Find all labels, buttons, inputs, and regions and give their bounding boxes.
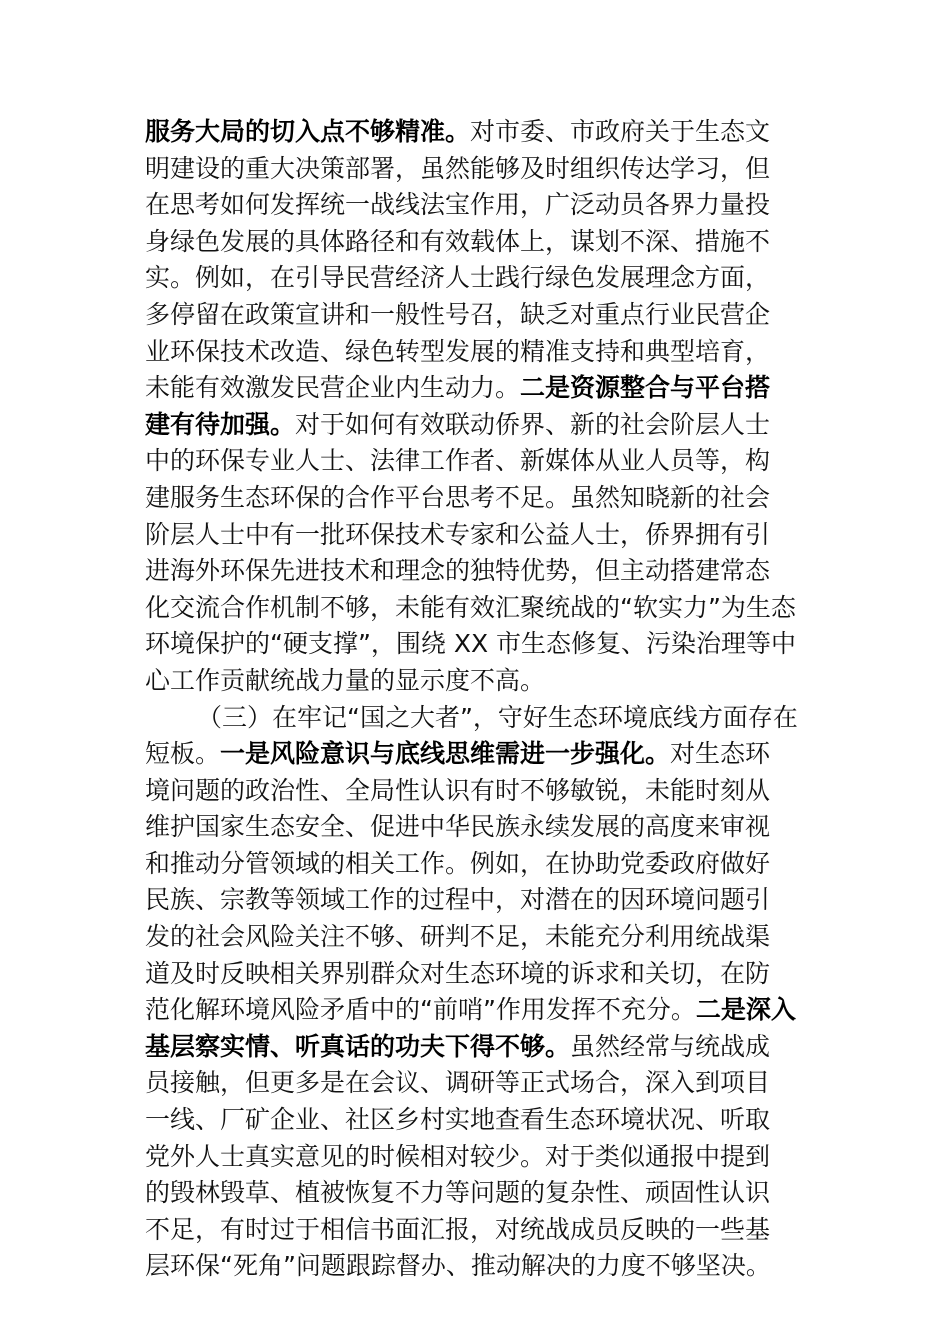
- text-line: [145, 443, 810, 480]
- text-run: （三）在牢记“国之大者”，守好生态环境底线方面存在: [197, 702, 798, 732]
- text-run: 化交流合作机制不够，未能有效汇聚统战的“软实力”为生态: [145, 592, 796, 622]
- text-line: [145, 992, 810, 1029]
- text-line: [145, 1212, 810, 1249]
- text-run: 对于如何有效联动侨界、新的社会阶层人士: [295, 409, 771, 439]
- document-body-text: [145, 114, 810, 1285]
- text-line: [145, 370, 810, 407]
- text-line: [145, 1029, 810, 1066]
- text-line: [145, 1139, 810, 1176]
- text-line: [145, 517, 810, 554]
- text-line: [145, 956, 810, 993]
- text-run: 范化解环境风险矛盾中的“前哨”作用发挥不充分。: [145, 995, 696, 1025]
- text-run: 明建设的重大决策部署，虽然能够及时组织传达学习，但: [145, 153, 771, 183]
- text-run: 员接触，但更多是在会议、调研等正式场合，深入到项目: [145, 1068, 771, 1098]
- text-run: 阶层人士中有一批环保技术专家和公益人士，侨界拥有引: [145, 519, 771, 549]
- text-run: 多停留在政策宣讲和一般性号召，缺乏对重点行业民营企: [145, 299, 771, 329]
- text-line: [145, 553, 810, 590]
- text-line: [145, 626, 810, 663]
- bold-text-run: 建有待加强。: [145, 409, 296, 439]
- text-line: [145, 114, 810, 151]
- text-run: 实。例如，在引导民营经济人士践行绿色发展理念方面，: [145, 263, 771, 293]
- text-run: 环境保护的“硬支撑”，围绕 XX 市生态修复、污染治理等中: [145, 629, 797, 659]
- text-run: 身绿色发展的具体路径和有效载体上，谋划不深、措施不: [145, 226, 771, 256]
- text-line: [145, 187, 810, 224]
- text-line: [145, 151, 810, 188]
- text-line: [145, 663, 810, 700]
- text-run: 境问题的政治性、全局性认识有时不够敏锐，未能时刻从: [145, 775, 771, 805]
- text-line: [145, 700, 810, 737]
- text-line: [145, 846, 810, 883]
- text-run: 在思考如何发挥统一战线法宝作用，广泛动员各界力量投: [145, 190, 771, 220]
- text-line: [145, 407, 810, 444]
- text-run: 的毁林毁草、植被恢复不力等问题的复杂性、顽固性认识: [145, 1178, 771, 1208]
- text-run: 未能有效激发民营企业内生动力。: [145, 373, 521, 403]
- text-run: 不足，有时过于相信书面汇报，对统战成员反映的一些基: [145, 1214, 771, 1244]
- text-line: [145, 882, 810, 919]
- text-line: [145, 1175, 810, 1212]
- bold-text-run: 二是资源整合与平台搭: [520, 373, 771, 403]
- text-run: 短板。: [145, 739, 221, 769]
- text-run: 一线、厂矿企业、社区乡村实地查看生态环境状况、听取: [145, 1105, 771, 1135]
- text-line: [145, 480, 810, 517]
- bold-text-run: 服务大局的切入点不够精准。: [145, 117, 471, 146]
- bold-text-run: 一是风险意识与底线思维需进一步强化。: [220, 739, 671, 769]
- text-run: 对生态环: [670, 739, 771, 769]
- text-run: 党外人士真实意见的时候相对较少。对于类似通报中提到: [145, 1141, 771, 1171]
- text-run: 发的社会风险关注不够、研判不足，未能充分利用统战渠: [145, 922, 771, 952]
- text-run: 民族、宗教等领域工作的过程中，对潜在的因环境问题引: [145, 885, 771, 915]
- text-run: 进海外环保先进技术和理念的独特优势，但主动搭建常态: [145, 556, 771, 586]
- text-run: 中的环保专业人士、法律工作者、新媒体从业人员等，构: [145, 446, 771, 476]
- text-line: [145, 736, 810, 773]
- bold-text-run: 二是深入: [695, 995, 796, 1025]
- text-run: 对市委、市政府关于生态文: [470, 117, 771, 146]
- text-run: 建服务生态环保的合作平台思考不足。虽然知晓新的社会: [145, 482, 771, 512]
- text-line: [145, 224, 810, 261]
- text-run: 心工作贡献统战力量的显示度不高。: [145, 665, 546, 695]
- text-line: [145, 334, 810, 371]
- text-run: 业环保技术改造、绿色转型发展的精准支持和典型培育，: [145, 336, 771, 366]
- text-run: 维护国家生态安全、促进中华民族永续发展的高度来审视: [145, 812, 771, 842]
- text-line: [145, 260, 810, 297]
- text-run: 层环保“死角”问题跟踪督办、推动解决的力度不够坚决。: [145, 1251, 771, 1281]
- text-line: [145, 297, 810, 334]
- text-line: [145, 773, 810, 810]
- text-line: [145, 1248, 810, 1285]
- text-run: 虽然经常与统战成: [570, 1031, 771, 1061]
- text-line: [145, 1102, 810, 1139]
- text-line: [145, 1065, 810, 1102]
- text-run: 和推动分管领域的相关工作。例如，在协助党委政府做好: [145, 848, 771, 878]
- text-run: 道及时反映相关界别群众对生态环境的诉求和关切，在防: [145, 958, 771, 988]
- text-line: [145, 809, 810, 846]
- bold-text-run: 基层察实情、听真话的功夫下得不够。: [145, 1031, 571, 1061]
- text-line: [145, 919, 810, 956]
- text-line: [145, 590, 810, 627]
